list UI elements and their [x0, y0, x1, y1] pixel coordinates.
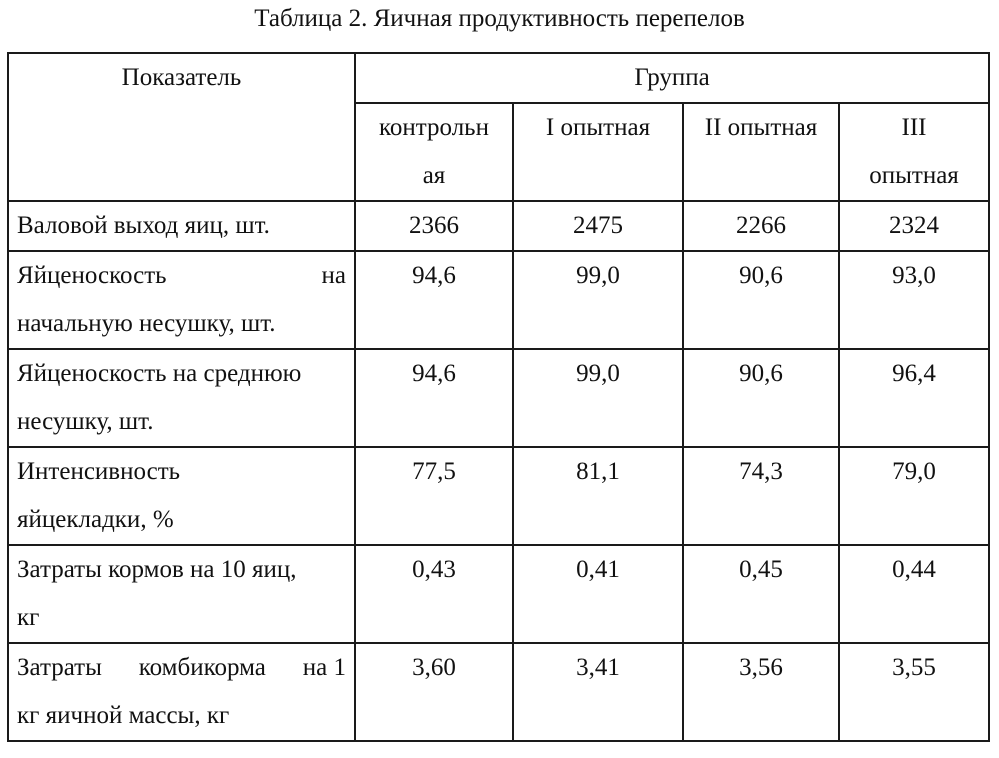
cell-value: 0,44 — [839, 545, 989, 643]
cell-value: 94,6 — [355, 349, 513, 447]
table-row — [8, 201, 989, 251]
cell-value: 3,55 — [839, 643, 989, 741]
cell-value: 90,6 — [683, 251, 839, 349]
row-label — [8, 447, 355, 545]
cell-value: 96,4 — [839, 349, 989, 447]
table-row — [8, 447, 989, 545]
header-col-line: I опытная — [545, 114, 651, 141]
table-row — [8, 545, 989, 643]
row-label-word: Затраты — [17, 654, 102, 681]
row-label — [8, 201, 355, 251]
header-group: Группа — [355, 53, 989, 103]
header-row-group — [8, 53, 989, 103]
row-label-word: Яйценоскость — [17, 262, 167, 289]
header-col-exp1 — [513, 103, 683, 201]
row-label-word: на — [321, 262, 346, 289]
row-label-line: кг яичной массы, кг — [17, 702, 230, 729]
cell-value: 2475 — [513, 201, 683, 251]
cell-value: 2366 — [355, 201, 513, 251]
cell-value: 3,60 — [355, 643, 513, 741]
row-label-line — [17, 644, 346, 692]
header-col-line: III — [901, 114, 927, 141]
cell-value: 99,0 — [513, 349, 683, 447]
cell-value: 3,56 — [683, 643, 839, 741]
productivity-table — [7, 52, 990, 742]
cell-value: 2324 — [839, 201, 989, 251]
row-label-line: Валовой выход яиц, шт. — [17, 212, 270, 239]
header-col-line: II опытная — [704, 114, 818, 141]
cell-value: 93,0 — [839, 251, 989, 349]
header-col-exp2 — [683, 103, 839, 201]
row-label — [8, 643, 355, 741]
row-label — [8, 349, 355, 447]
cell-value: 3,41 — [513, 643, 683, 741]
table-row — [8, 349, 989, 447]
header-col-line: контрольн — [379, 114, 489, 141]
cell-value: 77,5 — [355, 447, 513, 545]
cell-value: 81,1 — [513, 447, 683, 545]
cell-value: 0,43 — [355, 545, 513, 643]
cell-value: 79,0 — [839, 447, 989, 545]
header-col-line: опытная — [869, 162, 959, 189]
table-caption: Таблица 2. Яичная продуктивность перепелов — [254, 5, 745, 32]
row-label-line: яйцекладки, % — [17, 506, 174, 533]
cell-value: 0,45 — [683, 545, 839, 643]
header-indicator: Показатель — [8, 53, 355, 201]
table-row — [8, 643, 989, 741]
row-label-word: на 1 — [302, 654, 346, 681]
cell-value: 90,6 — [683, 349, 839, 447]
header-col-exp3 — [839, 103, 989, 201]
row-label — [8, 545, 355, 643]
row-label-word: комбикорма — [138, 654, 266, 681]
row-label-line: Яйценоскость на среднюю — [17, 360, 302, 387]
cell-value: 99,0 — [513, 251, 683, 349]
cell-value: 94,6 — [355, 251, 513, 349]
row-label — [8, 251, 355, 349]
row-label-line: Затраты кормов на 10 яиц, — [17, 556, 297, 583]
row-label-line: несушку, шт. — [17, 408, 154, 435]
header-col-control — [355, 103, 513, 201]
cell-value: 74,3 — [683, 447, 839, 545]
row-label-line: кг — [17, 604, 40, 631]
table-row — [8, 251, 989, 349]
cell-value: 0,41 — [513, 545, 683, 643]
row-label-line — [17, 252, 346, 300]
row-label-line: начальную несушку, шт. — [17, 310, 276, 337]
row-label-line: Интенсивность — [17, 458, 181, 485]
cell-value: 2266 — [683, 201, 839, 251]
header-col-line: ая — [422, 162, 446, 189]
